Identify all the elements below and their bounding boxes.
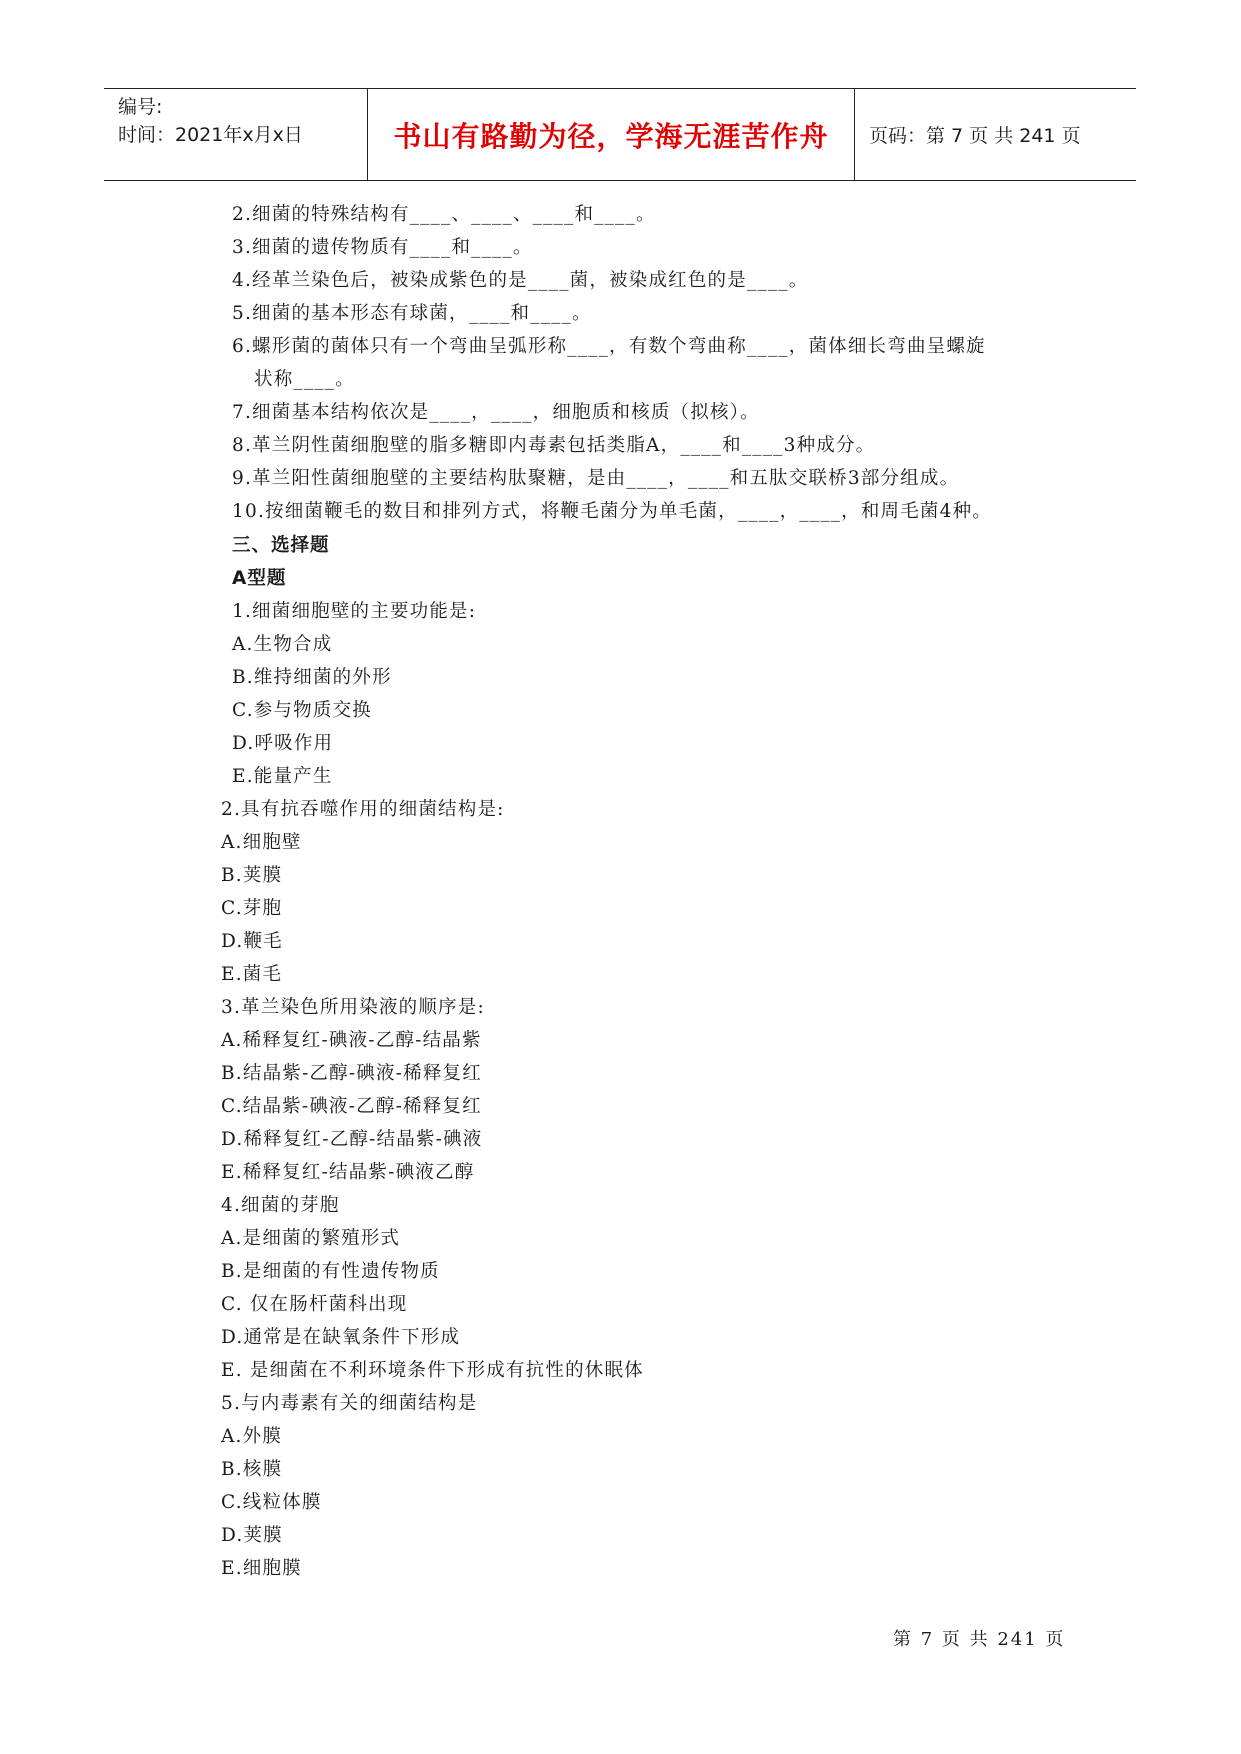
time-label: 时间：2021年x月x日: [118, 124, 303, 146]
text-line: D.鞭毛: [221, 931, 283, 952]
text-line: C.芽胞: [221, 898, 283, 919]
text-line: A.生物合成: [232, 634, 333, 655]
text-line: 2.具有抗吞噬作用的细菌结构是:: [221, 799, 505, 820]
text-line: 9.革兰阳性菌细胞壁的主要结构肽聚糖，是由____，____和五肽交联桥3部分组成。: [232, 468, 960, 489]
text-line: 3.细菌的遗传物质有____和____。: [232, 237, 533, 258]
text-line: E.细胞膜: [221, 1558, 302, 1579]
text-line: B.核膜: [221, 1459, 283, 1480]
page-footer: 第 7 页 共 241 页: [893, 1629, 1066, 1650]
text-line: E. 是细菌在不利环境条件下形成有抗性的休眠体: [221, 1360, 644, 1381]
header-info: [104, 89, 367, 180]
text-line: 4.经革兰染色后，被染成紫色的是____菌，被染成红色的是____。: [232, 270, 809, 291]
text-line: D.稀释复红-乙醇-结晶紫-碘液: [221, 1129, 483, 1150]
text-line: C.结晶紫-碘液-乙醇-稀释复红: [221, 1096, 482, 1117]
section-heading: 三、选择题: [232, 535, 330, 556]
text-line: D.呼吸作用: [232, 733, 334, 754]
text-line: B.维持细菌的外形: [232, 667, 392, 688]
serial-label: 编号:: [118, 96, 163, 118]
text-line: 5.与内毒素有关的细菌结构是: [221, 1393, 478, 1414]
text-line: E.菌毛: [221, 964, 283, 985]
text-line: E.稀释复红-结晶紫-碘液乙醇: [221, 1162, 475, 1183]
page-header: [104, 88, 1136, 181]
text-line: 8.革兰阴性菌细胞壁的脂多糖即内毒素包括类脂A，____和____3种成分。: [232, 435, 876, 456]
text-line: 3.革兰染色所用染液的顺序是:: [221, 997, 485, 1018]
text-line: 7.细菌基本结构依次是____，____，细胞质和核质（拟核）。: [232, 402, 760, 423]
text-line: A.细胞壁: [221, 832, 302, 853]
text-line: 4.细菌的芽胞: [221, 1195, 340, 1216]
text-line: B.结晶紫-乙醇-碘液-稀释复红: [221, 1063, 482, 1084]
text-line: B.是细菌的有性遗传物质: [221, 1261, 440, 1282]
text-line: 状称____。: [254, 369, 355, 390]
text-line: 1.细菌细胞壁的主要功能是:: [232, 601, 477, 622]
text-line: A.稀释复红-碘液-乙醇-结晶紫: [221, 1030, 482, 1051]
text-line: D.荚膜: [221, 1525, 283, 1546]
text-line: C.线粒体膜: [221, 1492, 322, 1513]
header-page-label: 页码：第 7 页 共 241 页: [869, 125, 1081, 147]
text-line: B.荚膜: [221, 865, 283, 886]
text-line: 5.细菌的基本形态有球菌，____和____。: [232, 303, 592, 324]
text-line: 10.按细菌鞭毛的数目和排列方式，将鞭毛菌分为单毛菌，____，____，和周毛菌4种。: [232, 501, 992, 522]
text-line: A.外膜: [221, 1426, 283, 1447]
text-line: 6.螺形菌的菌体只有一个弯曲呈弧形称____，有数个弯曲称____，菌体细长弯曲呈螺旋: [232, 336, 986, 357]
text-line: C. 仅在肠杆菌科出现: [221, 1294, 408, 1315]
text-line: 2.细菌的特殊结构有____、____、____和____。: [232, 204, 656, 225]
text-line: C.参与物质交换: [232, 700, 372, 721]
motto-text: 书山有路勤为径，学海无涯苦作舟: [393, 119, 829, 153]
text-line: D.通常是在缺氧条件下形成: [221, 1327, 461, 1348]
header-motto: [367, 89, 855, 180]
section-heading: A型题: [232, 568, 287, 589]
text-line: A.是细菌的繁殖形式: [221, 1228, 401, 1249]
text-line: E.能量产生: [232, 766, 333, 787]
